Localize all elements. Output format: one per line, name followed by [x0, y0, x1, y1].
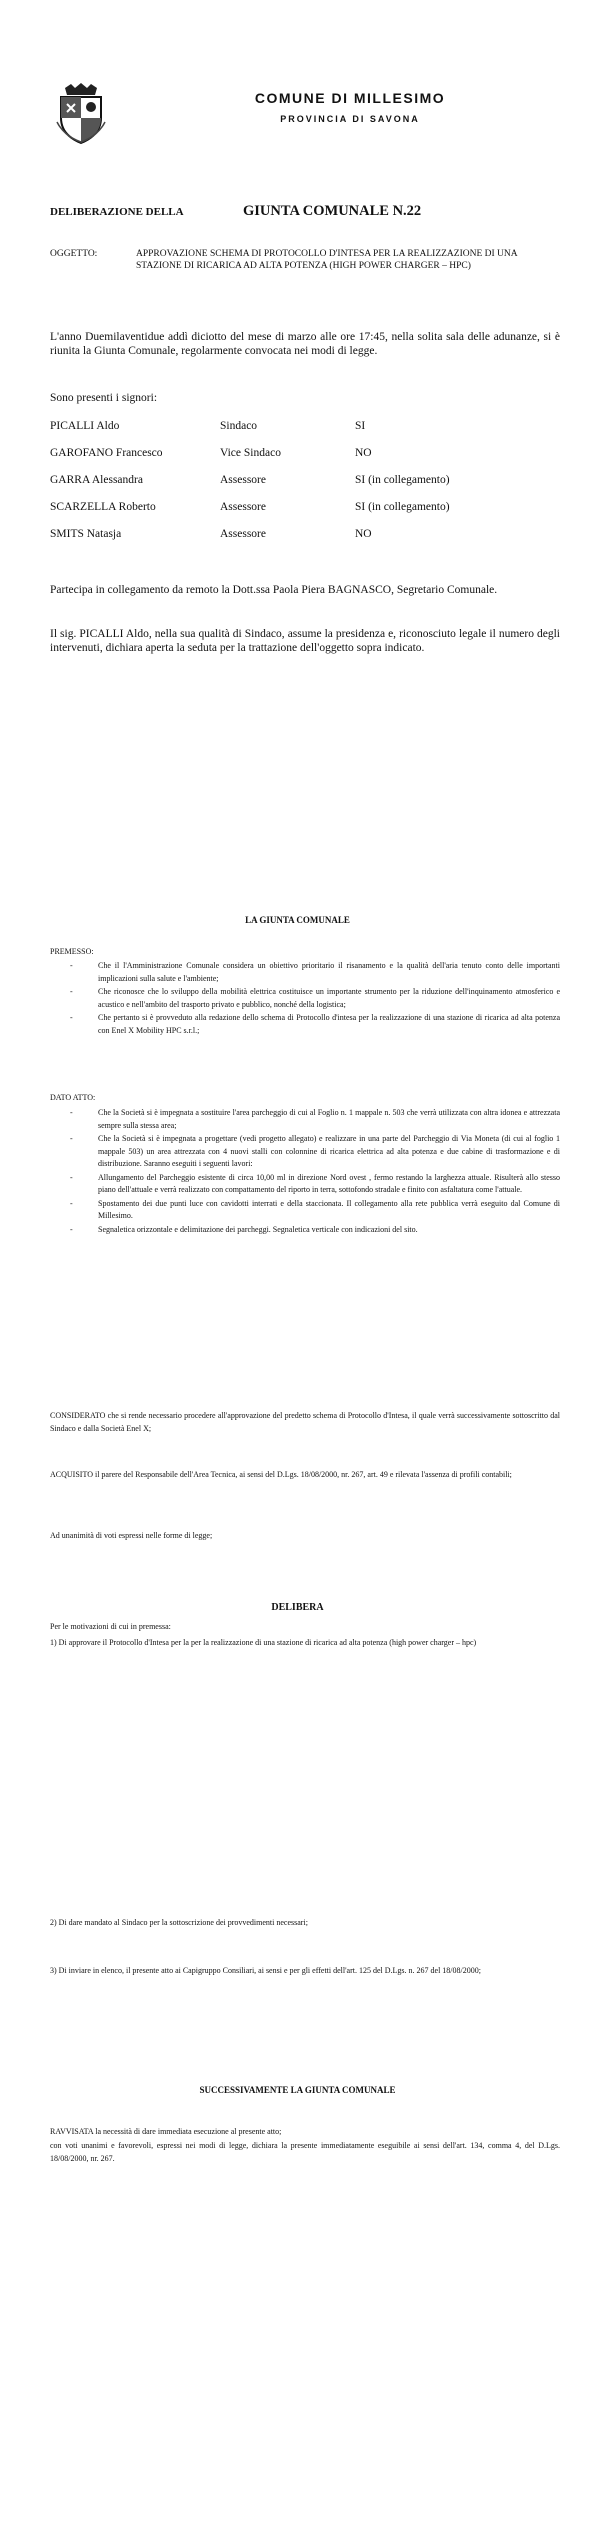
delibera-heading: DELIBERA	[271, 1602, 324, 1613]
member-name: GARRA Alessandra	[50, 474, 143, 486]
member-presence: SI (in collegamento)	[355, 474, 450, 486]
oggetto-text: APPROVAZIONE SCHEMA DI PROTOCOLLO D'INTESA PER LA REALIZZAZIONE DI UNA STAZIONE DI RICARICA AD ALTA POTENZA (HIGH POWER CHARGER – HPC)	[136, 249, 518, 271]
list-item: - Che riconosce che lo sviluppo della mobilità elettrica costituisce un importante strumento per la riduzione dell'inquinamento atmosferico e acustico e nell'ambito del trasporto privato e pubblico, nonché della logistica;	[50, 986, 560, 1011]
acquisito-paragraph: ACQUISITO il parere del Responsabile dell'Area Tecnica, ai sensi del D.Lgs. 18/08/2000, nr. 267, art. 49 e rilevata l'assenza di profili contabili;	[50, 1470, 512, 1479]
member-role: Assessore	[220, 528, 266, 540]
punto-2: 2) Di dare mandato al Sindaco per la sottoscrizione dei provvedimenti necessari;	[50, 1918, 308, 1927]
member-row	[50, 527, 550, 541]
list-item: - Che il l'Amministrazione Comunale considera un obiettivo prioritario il risanamento e la qualità dell'aria tenuto conto delle importanti implicazioni sulla salute e l'ambiente;	[50, 960, 560, 985]
member-role: Vice Sindaco	[220, 447, 281, 459]
successivamente-heading: SUCCESSIVAMENTE LA GIUNTA COMUNALE	[199, 2085, 396, 2095]
member-name: SCARZELLA Roberto	[50, 501, 156, 513]
considerato-paragraph: CONSIDERATO che si rende necessario procedere all'approvazione del predetto schema di Protocollo d'Intesa, il quale verrà successivamente sottoscritto dal Sindaco e dalla Società Enel X;	[50, 1411, 560, 1433]
punto-3: 3) Di inviare in elenco, il presente atto ai Capigruppo Consiliari, ai sensi e per gli effetti dell'art. 125 del D.Lgs. n. 267 del 18/08/2000;	[50, 1966, 481, 1975]
member-name: PICALLI Aldo	[50, 420, 120, 432]
member-presence: SI (in collegamento)	[355, 501, 450, 513]
member-presence: NO	[355, 447, 372, 459]
premesso-list	[50, 960, 560, 1038]
list-item: - Spostamento dei due punti luce con cavidotti interrati e della staccionata. Il collegamento alla rete pubblica verrà eseguito dal Comune di Millesimo.	[50, 1198, 560, 1223]
presidenza-paragraph: Il sig. PICALLI Aldo, nella sua qualità di Sindaco, assume la presidenza e, riconosciuto legale il numero degli intervenuti, dichiara aperta la seduta per la trattazione dell'oggetto sopra indicato.	[50, 628, 560, 654]
list-item: - Segnaletica orizzontale e delimitazione dei parcheggi. Segnaletica verticale con indicazioni del sito.	[50, 1224, 560, 1237]
list-item: - Che la Società si è impegnata a sostituire l'area parcheggio di cui al Foglio n. 1 mappale n. 503 che verrà utilizzata con altra idonea e attrezzata sempre sulla stessa area;	[50, 1107, 560, 1132]
member-row	[50, 500, 550, 514]
giunta-number-title: GIUNTA COMUNALE N.22	[243, 203, 422, 219]
member-name: GAROFANO Francesco	[50, 447, 163, 459]
member-presence: SI	[355, 420, 366, 432]
member-row	[50, 446, 550, 460]
member-role: Sindaco	[220, 420, 258, 432]
unanimita-paragraph: Ad unanimità di voti espressi nelle forme di legge;	[50, 1531, 213, 1540]
comune-title: COMUNE DI MILLESIMO	[254, 90, 446, 106]
member-role: Assessore	[220, 501, 266, 513]
con-voti-paragraph: con voti unanimi e favorevoli, espressi nei modi di legge, dichiara la presente immediatamente eseguibile ai sensi dell'art. 134, comma 4, del D.Lgs. 18/08/2000, nr. 267.	[50, 2141, 560, 2163]
dato-atto-label: DATO ATTO:	[50, 1093, 96, 1102]
member-presence: NO	[355, 528, 372, 540]
presenti-label: Sono presenti i signori:	[50, 392, 158, 404]
member-name: SMITS Natasja	[50, 528, 122, 540]
ravvisata-line: RAVVISATA la necessità di dare immediata esecuzione al presente atto;	[50, 2127, 282, 2136]
partecipa-paragraph: Partecipa in collegamento da remoto la Dott.ssa Paola Piera BAGNASCO, Segretario Comunale.	[50, 584, 498, 596]
intro-paragraph: L'anno Duemilaventidue addì diciotto del mese di marzo alle ore 17:45, nella solita sala delle adunanze, si è riunita la Giunta Comunale, regolarmente convocata nei modi di legge.	[50, 331, 560, 357]
member-row	[50, 419, 550, 433]
list-item: - Che la Società si è impegnata a progettare (vedi progetto allegato) e realizzare in una parte del Parcheggio di Via Moneta (di cui al foglio 1 mappale 503) un area attrezzata con 4 nuovi stalli con colonnine di ricarica elettrica ad alta potenza e due cabine di trasformazione e di distribuzione. Saranno eseguiti i seguenti lavori:	[50, 1133, 560, 1171]
punto-1: 1) Di approvare il Protocollo d'Intesa per la per la realizzazione di una stazione di ricarica ad alta potenza (high power charger – hpc)	[50, 1638, 477, 1647]
giunta-comunale-heading: LA GIUNTA COMUNALE	[245, 915, 350, 925]
motivazioni-line: Per le motivazioni di cui in premessa:	[50, 1622, 171, 1631]
member-role: Assessore	[220, 474, 266, 486]
oggetto-block	[50, 248, 560, 272]
list-item: - Allungamento del Parcheggio esistente di circa 10,00 ml in direzione Nord ovest , fermo restando la larghezza attuale. Risulterà allo stesso piano dell'attuale e verrà realizzato con compattamento del riporto in terra, sottofondo stradale e finito con asfaltatura come l'attuale.	[50, 1172, 560, 1197]
municipal-crest-icon	[55, 82, 107, 144]
list-item: - Che pertanto si è provveduto alla redazione dello schema di Protocollo d'intesa per la realizzazione di una stazione di ricarica ad alta potenza con Enel X Mobility HPC s.r.l.;	[50, 1012, 560, 1037]
oggetto-label: OGGETTO:	[50, 249, 98, 259]
premesso-label: PREMESSO:	[50, 947, 94, 956]
member-row	[50, 473, 550, 487]
dato-atto-list	[50, 1107, 560, 1237]
provincia-subtitle: PROVINCIA DI SAVONA	[280, 114, 420, 124]
deliberazione-label: DELIBERAZIONE DELLA	[50, 206, 184, 218]
